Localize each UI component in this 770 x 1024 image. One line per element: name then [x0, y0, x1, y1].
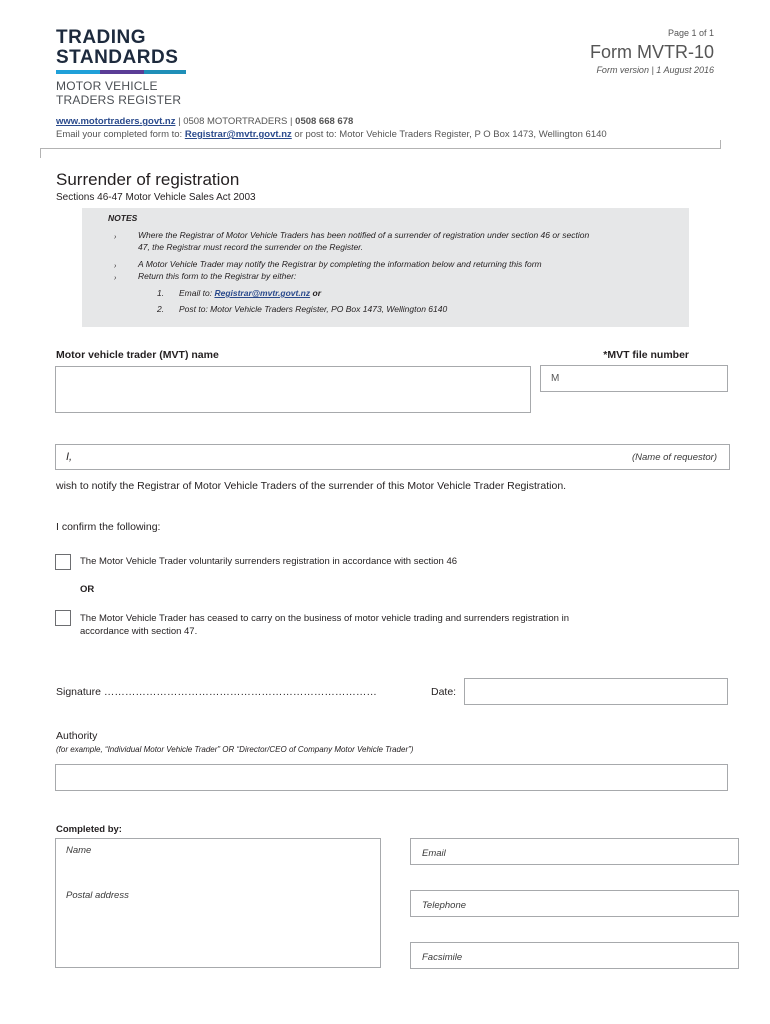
note-item: Return this form to the Registrar by either:: [138, 271, 297, 281]
or-label: OR: [80, 584, 95, 595]
section-title: Surrender of registration: [56, 170, 240, 189]
brand-logo: [56, 28, 178, 68]
completed-by-label: Completed by:: [56, 824, 122, 835]
brand-line-standards: STANDARDS: [56, 47, 179, 68]
authority-field[interactable]: [55, 764, 728, 791]
date-label: Date:: [431, 686, 457, 698]
section-47-checkbox[interactable]: [55, 610, 71, 626]
authority-hint: (for example, “Individual Motor Vehicle Trader” OR “Director/CEO of Company Motor Vehicle Trader”): [56, 745, 414, 754]
confirm-statement: I confirm the following:: [56, 521, 161, 533]
brand-color-bar: [56, 70, 186, 74]
note-bullet: [114, 271, 116, 285]
bullet-icon: ›: [114, 263, 117, 270]
header-divider: [40, 148, 721, 149]
mvt-file-label: *MVT file number: [603, 349, 689, 361]
phone-number: 0508 668 678: [295, 116, 354, 127]
section-46-option-label: The Motor Vehicle Trader voluntarily surrenders registration in accordance with section 46: [80, 556, 458, 567]
phone-text: | 0508 MOTORTRADERS |: [178, 116, 293, 127]
contact-line: [56, 116, 353, 127]
mvt-file-prefix: M: [551, 373, 560, 384]
name-address-field[interactable]: [55, 838, 381, 968]
register-name: MOTOR VEHICLE TRADERS REGISTER: [56, 79, 182, 107]
facsimile-field[interactable]: [410, 942, 739, 969]
name-label: Name: [66, 845, 92, 856]
return-option-1-text: Email to: Registrar@mvtr.govt.nz or: [179, 288, 321, 298]
mvt-file-number-field[interactable]: [540, 365, 728, 392]
telephone-field[interactable]: [410, 890, 739, 917]
telephone-label: Telephone: [422, 900, 467, 911]
mvt-name-field[interactable]: [55, 366, 531, 413]
header-divider-right: [720, 140, 721, 149]
return-option-1: 1.: [157, 288, 165, 298]
postal-address-label: Postal address: [66, 890, 129, 901]
section-46-checkbox[interactable]: [55, 554, 71, 570]
note-item: Where the Registrar of Motor Vehicle Traders has been notified of a surrender of registration under section 46 or section 47, the Registrar must record the surrender on the Register.: [138, 230, 590, 252]
section-subtitle: Sections 46-47 Motor Vehicle Sales Act 2003: [56, 192, 256, 203]
brand-line-trading: TRADING: [56, 27, 147, 48]
section-47-option-label: The Motor Vehicle Trader has ceased to carry on the business of motor vehicle trading and surrenders registration in accordance with section 47.: [80, 613, 569, 637]
return-option-2-text: Post to: Motor Vehicle Traders Register, PO Box 1473, Wellington 6140: [179, 304, 448, 314]
notes-email-link[interactable]: Registrar@mvtr.govt.nz: [214, 288, 311, 298]
form-version: Form version | 1 August 2016: [596, 65, 714, 75]
bullet-icon: ›: [114, 234, 117, 241]
signature-line[interactable]: Signature ……………………………………………………………………: [56, 686, 377, 698]
email-label: Email: [422, 848, 446, 859]
note-item: A Motor Vehicle Trader may notify the Registrar by completing the information below and returning this form: [138, 259, 542, 269]
email-line: Email your completed form to: Registrar@mvtr.govt.nz or post to: Motor Vehicle Traders Register, P O Box 1473, Wellington 6140: [56, 129, 607, 140]
page-number: Page 1 of 1: [667, 28, 714, 38]
requestor-prefix: I,: [66, 451, 73, 463]
email-link[interactable]: Registrar@mvtr.govt.nz: [184, 129, 292, 140]
bullet-icon: ›: [114, 275, 117, 282]
mvt-name-label: Motor vehicle trader (MVT) name: [56, 349, 219, 361]
facsimile-label: Facsimile: [422, 952, 463, 963]
date-field[interactable]: [464, 678, 728, 705]
note-bullet: [114, 230, 116, 244]
website-link[interactable]: www.motortraders.govt.nz: [56, 116, 176, 127]
header-divider-left: [40, 148, 41, 158]
notify-statement: wish to notify the Registrar of Motor Vehicle Traders of the surrender of this Motor Vehicle Trader Registration.: [56, 480, 567, 492]
return-option-2: 2.: [157, 304, 165, 314]
requestor-hint: (Name of requestor): [631, 452, 717, 463]
form-title: Form MVTR-10: [589, 42, 714, 62]
notes-heading: NOTES: [108, 213, 138, 223]
requestor-name-field[interactable]: [55, 444, 730, 470]
authority-label: Authority: [56, 730, 98, 742]
email-field[interactable]: [410, 838, 739, 865]
